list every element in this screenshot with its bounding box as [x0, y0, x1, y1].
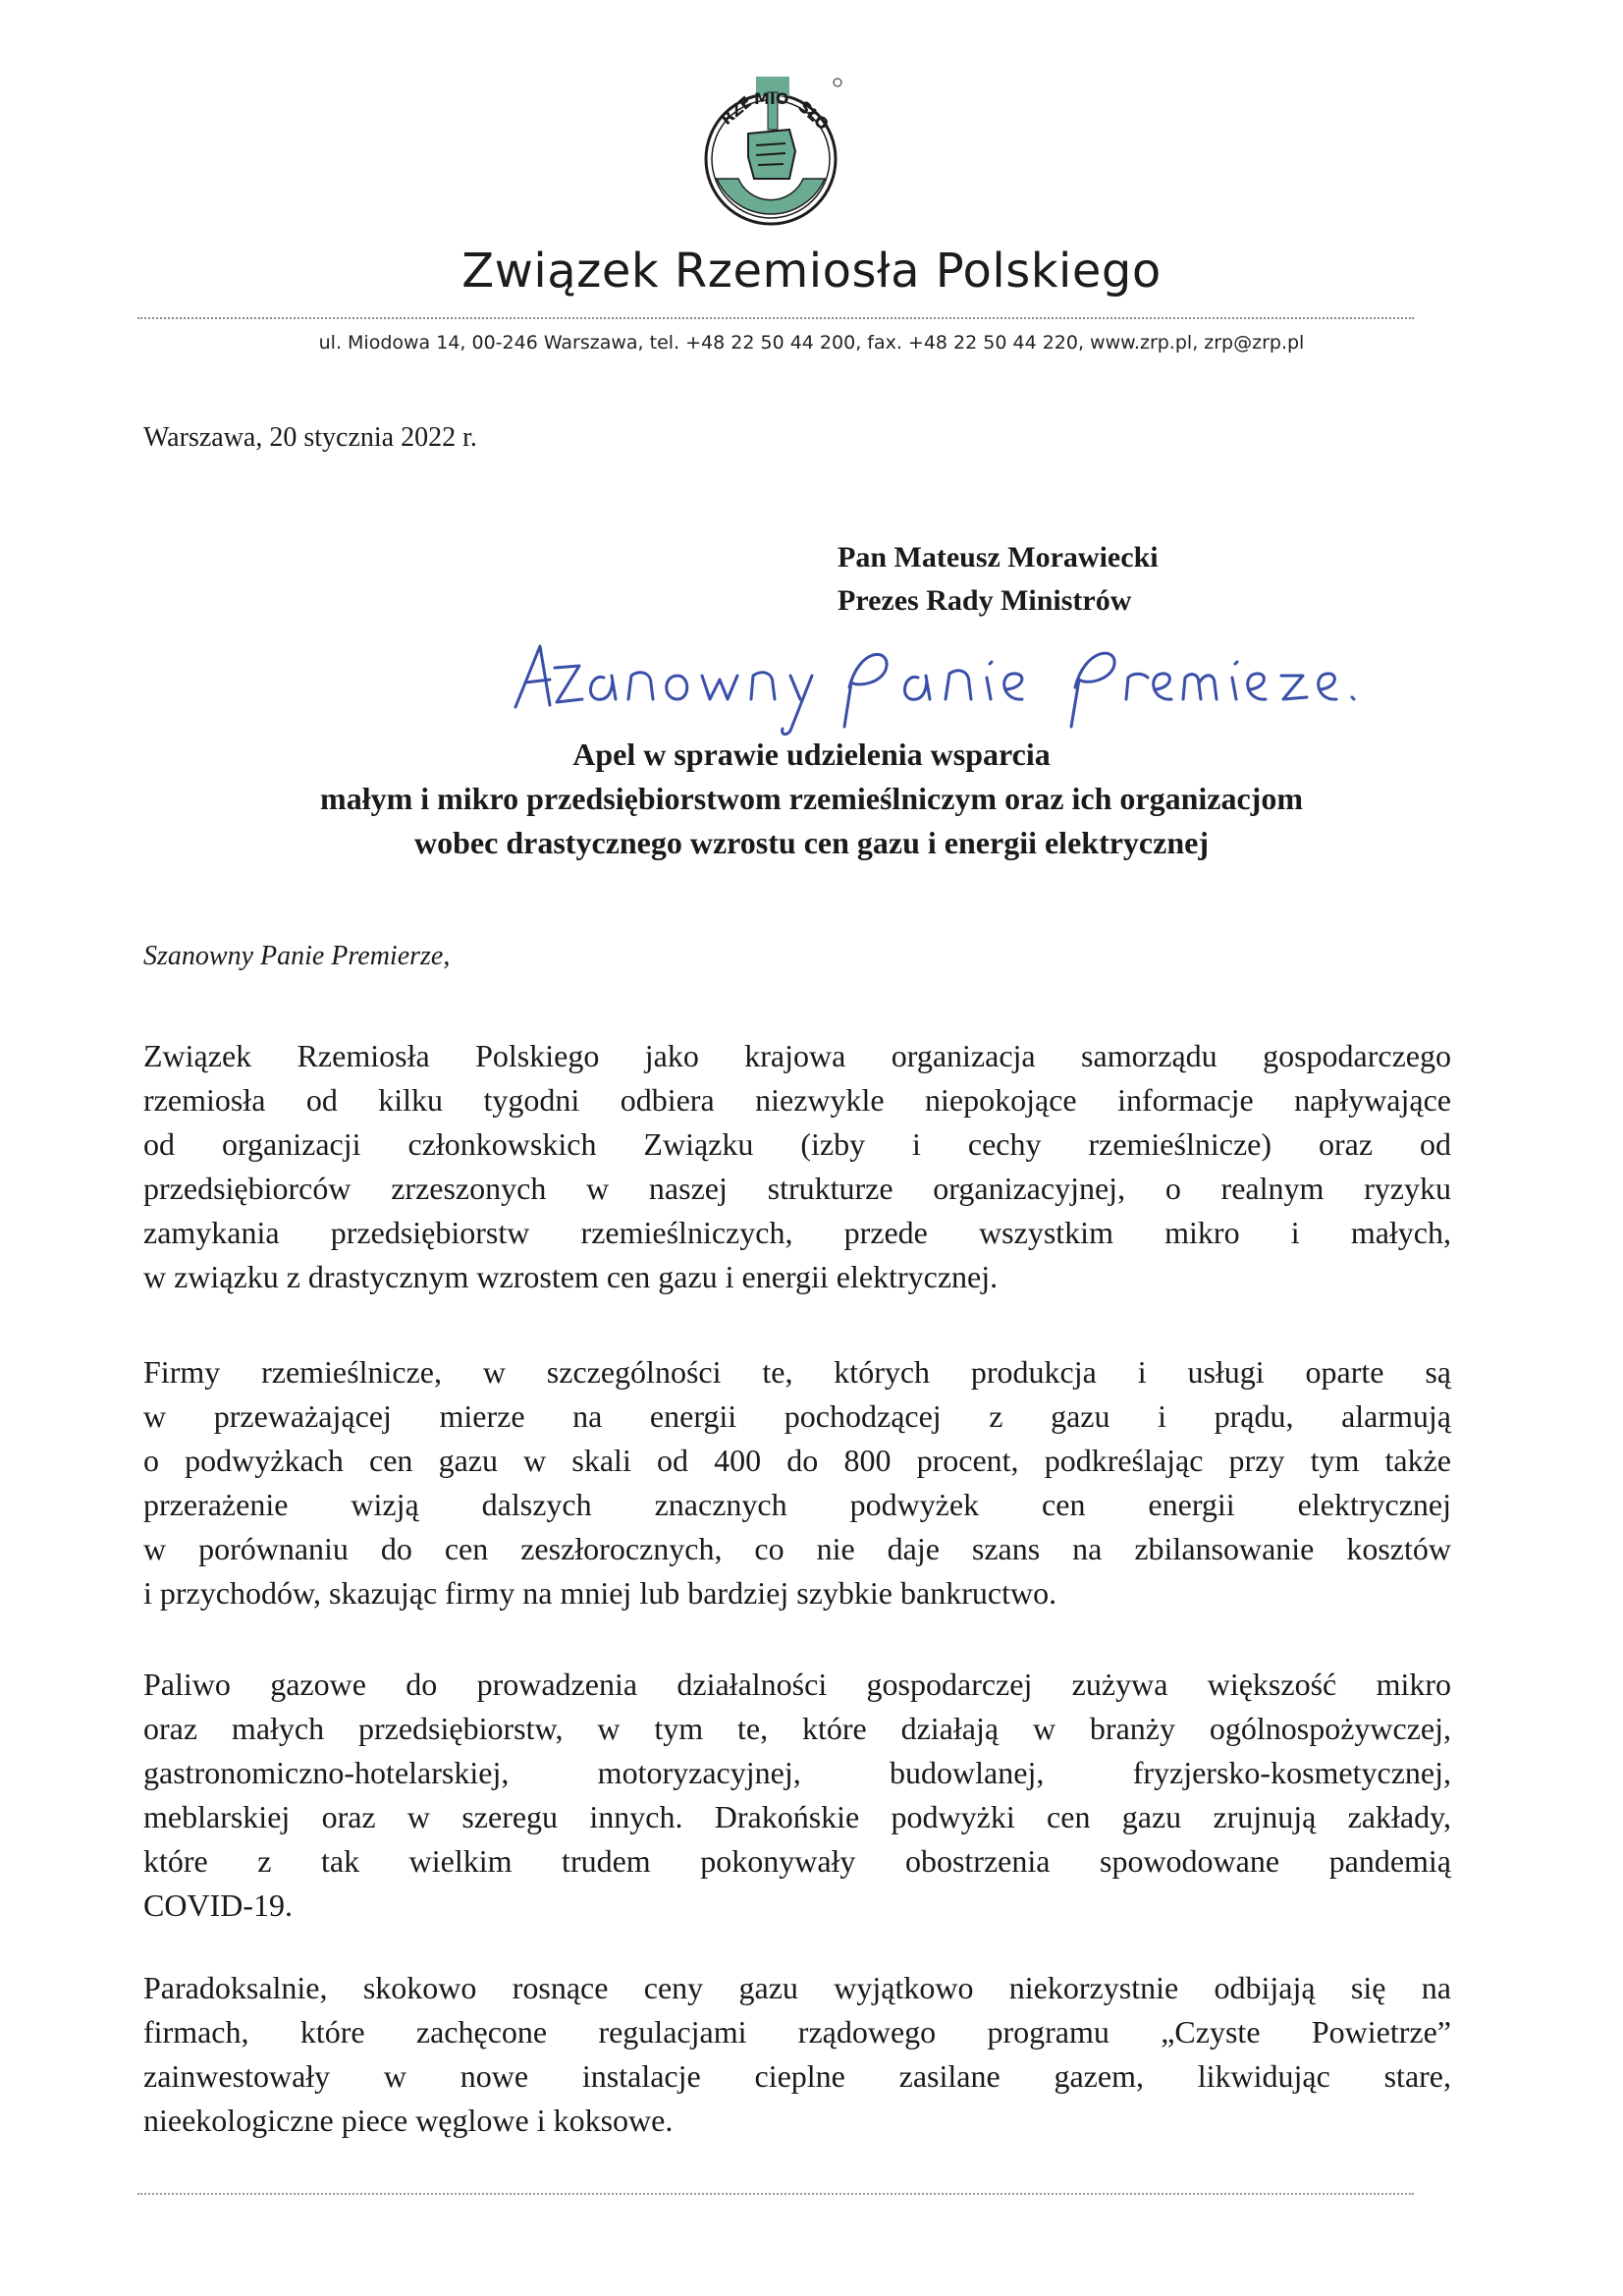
rzemioslo-emblem-icon [687, 69, 854, 236]
body-paragraph [143, 1350, 1451, 1615]
body-paragraph [143, 1663, 1451, 1928]
text-line: Związek Rzemiosła Polskiego jako krajowa organizacja samorządu gospodarczego [143, 1038, 1451, 1073]
text-line: firmach, które zachęcone regulacjami rządowego programu „Czyste Powietrze” [143, 2014, 1451, 2050]
text-line: gastronomiczno-hotelarskiej, motoryzacyjnej, budowlanej, fryzjersko-kosmetycznej, [143, 1755, 1451, 1790]
letter-subject [0, 733, 1623, 865]
text-line: Firmy rzemieślnicze, w szczególności te, których produkcja i usługi oparte są [143, 1354, 1451, 1390]
recipient-block [838, 536, 1159, 623]
text-line: przerażenie wizją dalszych znacznych podwyżek cen energii elektrycznej [143, 1487, 1451, 1522]
text-line: od organizacji członkowskich Związku (izby i cechy rzemieślnicze) oraz od [143, 1126, 1451, 1162]
recipient-title: Prezes Rady Ministrów [838, 584, 1132, 617]
text-line: w porównaniu do cen zeszłorocznych, co nie daje szans na zbilansowanie kosztów [143, 1531, 1451, 1566]
subject-line: małym i mikro przedsiębiorstwom rzemieślniczym oraz ich organizacjom [320, 781, 1303, 816]
svg-text:RZE: RZE [717, 92, 756, 130]
text-line: zainwestowały w nowe instalacje cieplne zasilane gazem, likwidując stare, [143, 2058, 1451, 2094]
text-line: nieekologiczne piece węglowe i koksowe. [143, 2103, 674, 2138]
handwritten-greeting [496, 629, 1380, 737]
letter-date: Warszawa, 20 stycznia 2022 r. [143, 422, 477, 453]
header-divider [137, 317, 1414, 319]
svg-text:SŁO: SŁO [794, 96, 833, 135]
body-paragraph [143, 1966, 1451, 2143]
text-line: rzemiosła od kilku tygodni odbiera niezwykle niepokojące informacje napływające [143, 1082, 1451, 1118]
organization-address: ul. Miodowa 14, 00-246 Warszawa, tel. +48 22 50 44 200, fax. +48 22 50 44 220, www.zrp.pl, zrp@zrp.pl [318, 332, 1305, 354]
organization-name: Związek Rzemiosła Polskiego [461, 244, 1162, 299]
text-line: w przeważającej mierze na energii pochodzącej z gazu i prądu, alarmują [143, 1398, 1451, 1434]
recipient-name: Pan Mateusz Morawiecki [838, 541, 1159, 574]
svg-text:MIO: MIO [754, 89, 789, 108]
subject-line: wobec drastycznego wzrostu cen gazu i energii elektrycznej [414, 825, 1209, 860]
text-line: w związku z drastycznym wzrostem cen gazu i energii elektrycznej. [143, 1259, 999, 1294]
text-line: Paliwo gazowe do prowadzenia działalności gospodarczej zużywa większość mikro [143, 1667, 1451, 1702]
text-line: i przychodów, skazując firmy na mniej lub bardziej szybkie bankructwo. [143, 1575, 1057, 1611]
text-line: przedsiębiorców zrzeszonych w naszej strukturze organizacyjnej, o realnym ryzyku [143, 1171, 1451, 1206]
text-line: o podwyżkach cen gazu w skali od 400 do 800 procent, podkreślając przy tym także [143, 1443, 1451, 1478]
subject-line: Apel w sprawie udzielenia wsparcia [572, 737, 1051, 772]
text-line: COVID-19. [143, 1887, 293, 1923]
text-line: meblarskiej oraz w szeregu innych. Drakońskie podwyżki cen gazu zrujnują zakłady, [143, 1799, 1451, 1834]
text-line: zamykania przedsiębiorstw rzemieślniczych, przede wszystkim mikro i małych, [143, 1215, 1451, 1250]
text-line: które z tak wielkim trudem pokonywały obostrzenia spowodowane pandemią [143, 1843, 1451, 1879]
salutation: Szanowny Panie Premierze, [143, 941, 451, 971]
footer-divider [137, 2193, 1414, 2195]
text-line: oraz małych przedsiębiorstw, w tym te, które działają w branży ogólnospożywczej, [143, 1711, 1451, 1746]
text-line: Paradoksalnie, skokowo rosnące ceny gazu wyjątkowo niekorzystnie odbijają się na [143, 1970, 1451, 2005]
body-paragraph [143, 1034, 1451, 1299]
